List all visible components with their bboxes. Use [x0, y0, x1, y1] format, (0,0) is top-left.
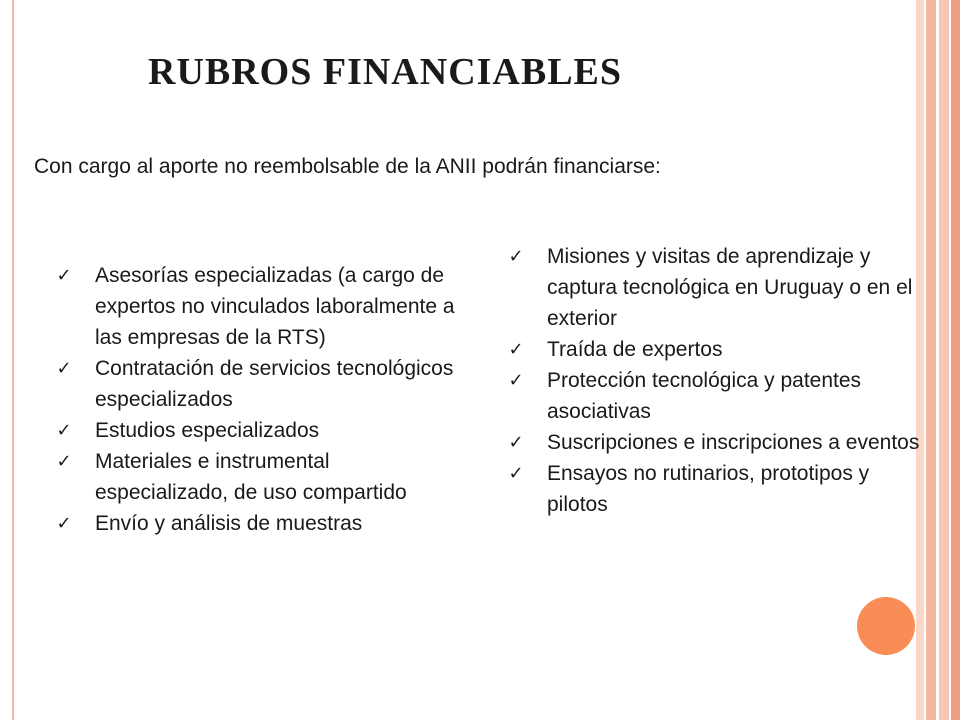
checkmark-icon: ✓	[508, 370, 524, 391]
checkmark-icon: ✓	[56, 513, 72, 534]
list-item-label: Estudios especializados	[95, 419, 320, 442]
list-item-label: Asesorías especializadas (a cargo de expertos no vinculados laboralmente a las empresas de la RTS)	[95, 264, 455, 349]
slide-title: RUBROS FINANCIABLES	[148, 51, 623, 93]
checkmark-icon: ✓	[508, 463, 524, 484]
left-bullet-list	[36, 260, 466, 539]
list-item	[488, 334, 928, 365]
checkmark-icon: ✓	[56, 265, 72, 286]
checkmark-icon: ✓	[56, 451, 72, 472]
list-item-label: Protección tecnológica y patentes asociativas	[547, 369, 862, 423]
list-item	[36, 446, 466, 508]
list-item	[36, 260, 466, 353]
list-item	[488, 427, 928, 458]
list-item	[488, 365, 928, 427]
list-item-label: Contratación de servicios tecnológicos especializados	[95, 357, 454, 411]
list-item	[36, 353, 466, 415]
checkmark-icon: ✓	[56, 358, 72, 379]
list-item-label: Materiales e instrumental especializado, de uso compartido	[95, 450, 407, 504]
stripe	[939, 0, 949, 720]
right-bullet-list	[488, 241, 928, 520]
list-item	[488, 241, 928, 334]
left-border-line	[12, 0, 14, 720]
checkmark-icon: ✓	[508, 339, 524, 360]
list-item	[36, 415, 466, 446]
list-item	[36, 508, 466, 539]
slide-subtitle: Con cargo al aporte no reembolsable de la ANII podrán financiarse:	[34, 155, 661, 178]
checkmark-icon: ✓	[56, 420, 72, 441]
checkmark-icon: ✓	[508, 246, 524, 267]
stripe	[951, 0, 960, 720]
list-item-label: Ensayos no rutinarios, prototipos y pilotos	[547, 462, 870, 516]
decorative-circle	[857, 597, 915, 655]
list-item	[488, 458, 928, 520]
list-item-label: Misiones y visitas de aprendizaje y captura tecnológica en Uruguay o en el exterior	[547, 245, 913, 330]
checkmark-icon: ✓	[508, 432, 524, 453]
list-item-label: Envío y análisis de muestras	[95, 512, 363, 535]
list-item-label: Suscripciones e inscripciones a eventos	[547, 431, 920, 454]
list-item-label: Traída de expertos	[547, 338, 723, 361]
